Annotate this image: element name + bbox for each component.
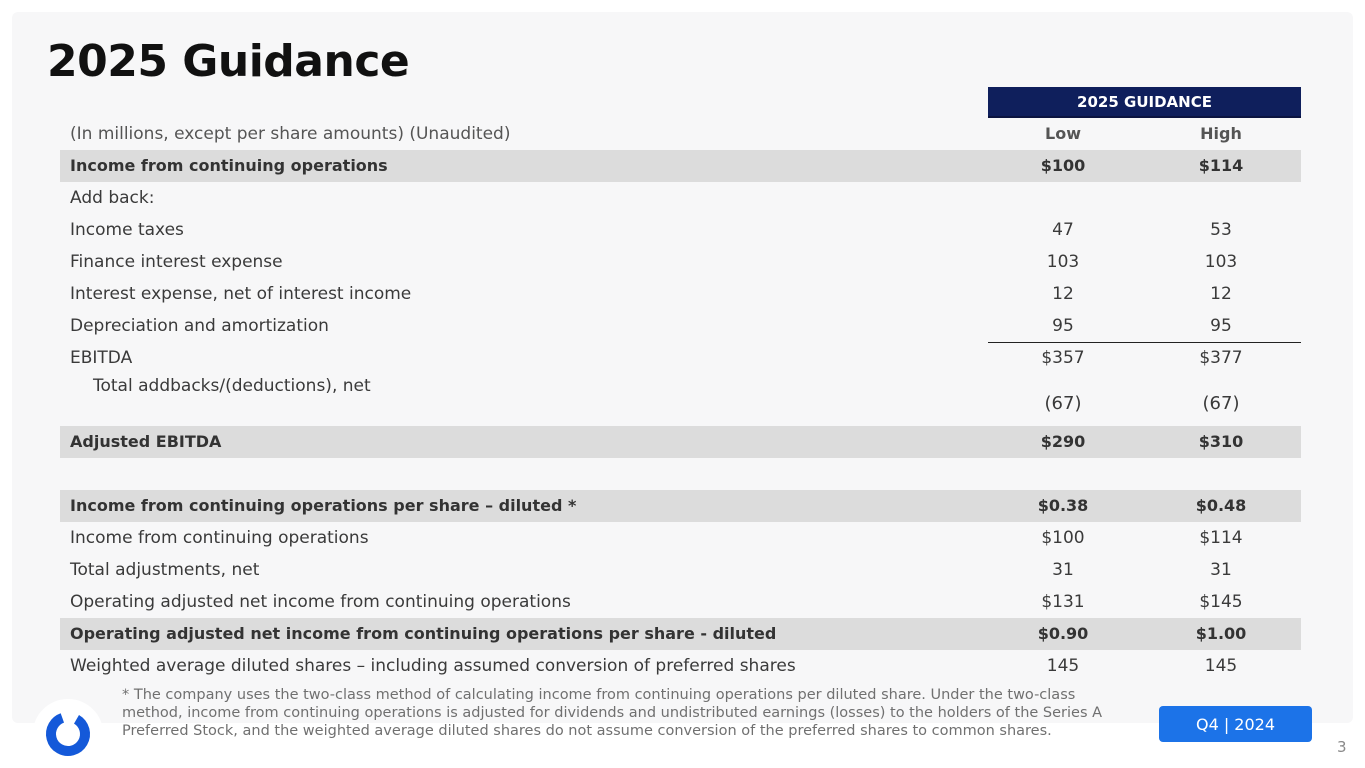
low-value: $357 <box>1041 348 1085 368</box>
high-value: $310 <box>1198 432 1244 451</box>
table-row <box>60 246 1301 278</box>
row-label: EBITDA <box>70 348 133 368</box>
row-label: Operating adjusted net income from continuing operations <box>70 592 571 612</box>
high-value: 103 <box>1204 252 1238 272</box>
company-ring-logo-icon <box>42 709 94 759</box>
company-logo <box>33 699 103 767</box>
low-value: $290 <box>1040 432 1086 451</box>
table-row <box>60 342 1301 374</box>
high-value: 12 <box>1210 284 1232 304</box>
row-label: Total adjustments, net <box>70 560 260 580</box>
units-note: (In millions, except per share amounts) (Unaudited) <box>70 124 511 144</box>
high-value: 95 <box>1210 316 1232 336</box>
high-value: $1.00 <box>1195 624 1247 643</box>
high-value: (67) <box>1202 393 1240 414</box>
table-row <box>60 278 1301 310</box>
high-column-header: High <box>1200 124 1242 143</box>
high-value: $0.48 <box>1195 496 1247 515</box>
row-label: Income from continuing operations <box>70 528 369 548</box>
low-value: 31 <box>1052 560 1074 580</box>
row-label: Total addbacks/(deductions), net <box>93 376 371 396</box>
table-row <box>60 214 1301 246</box>
low-value: 103 <box>1046 252 1080 272</box>
footnote: * The company uses the two-class method of calculating income from continuing operations per diluted share. Under the two-class method, income from continuing operations is adjusted for dividends and undistributed earnings (losses) to the holders of the Series A Preferred Stock, and the weighted average diluted shares do not assume conversion of the preferred shares to common shares. <box>122 687 1103 739</box>
high-value: $114 <box>1198 156 1244 175</box>
row-label: Weighted average diluted shares – including assumed conversion of preferred shares <box>70 656 796 676</box>
guidance-table <box>60 118 1301 682</box>
row-label: Finance interest expense <box>70 252 283 272</box>
table-row <box>60 650 1301 682</box>
low-value: 145 <box>1046 656 1080 676</box>
table-row <box>60 586 1301 618</box>
row-label: Operating adjusted net income from continuing operations per share - diluted <box>70 624 777 643</box>
high-value: 145 <box>1204 656 1238 676</box>
table-row <box>60 618 1301 650</box>
high-value: $114 <box>1199 528 1243 548</box>
high-value: 31 <box>1210 560 1232 580</box>
high-value: $145 <box>1199 592 1243 612</box>
guidance-column-header: 2025 GUIDANCE <box>988 87 1301 118</box>
spacer-row <box>60 458 1301 490</box>
row-label: Adjusted EBITDA <box>70 432 222 451</box>
table-row <box>60 426 1301 458</box>
row-label: Income taxes <box>70 220 184 240</box>
low-value: $131 <box>1041 592 1085 612</box>
table-row <box>60 490 1301 522</box>
low-value: 12 <box>1052 284 1074 304</box>
table-row <box>60 374 1301 426</box>
table-row <box>60 554 1301 586</box>
row-label: Depreciation and amortization <box>70 316 329 336</box>
table-row <box>60 522 1301 554</box>
row-label: Interest expense, net of interest income <box>70 284 412 304</box>
table-header-row <box>60 118 1301 150</box>
period-badge: Q4 | 2024 <box>1159 706 1312 742</box>
low-value: 95 <box>1052 316 1074 336</box>
page-title: 2025 Guidance <box>47 36 410 87</box>
row-label: Income from continuing operations <box>70 156 388 175</box>
low-value: $100 <box>1040 156 1086 175</box>
low-value: $0.90 <box>1037 624 1089 643</box>
high-value: $377 <box>1199 348 1243 368</box>
row-label: Income from continuing operations per share – diluted * <box>70 496 577 515</box>
low-value: 47 <box>1052 220 1074 240</box>
table-row <box>60 310 1301 342</box>
low-value: (67) <box>1044 393 1082 414</box>
low-value: $100 <box>1041 528 1085 548</box>
row-label: Add back: <box>70 188 155 208</box>
page-number: 3 <box>1337 738 1347 756</box>
table-row <box>60 182 1301 214</box>
high-value: 53 <box>1210 220 1232 240</box>
table-row <box>60 150 1301 182</box>
low-column-header: Low <box>1045 124 1081 143</box>
low-value: $0.38 <box>1037 496 1089 515</box>
